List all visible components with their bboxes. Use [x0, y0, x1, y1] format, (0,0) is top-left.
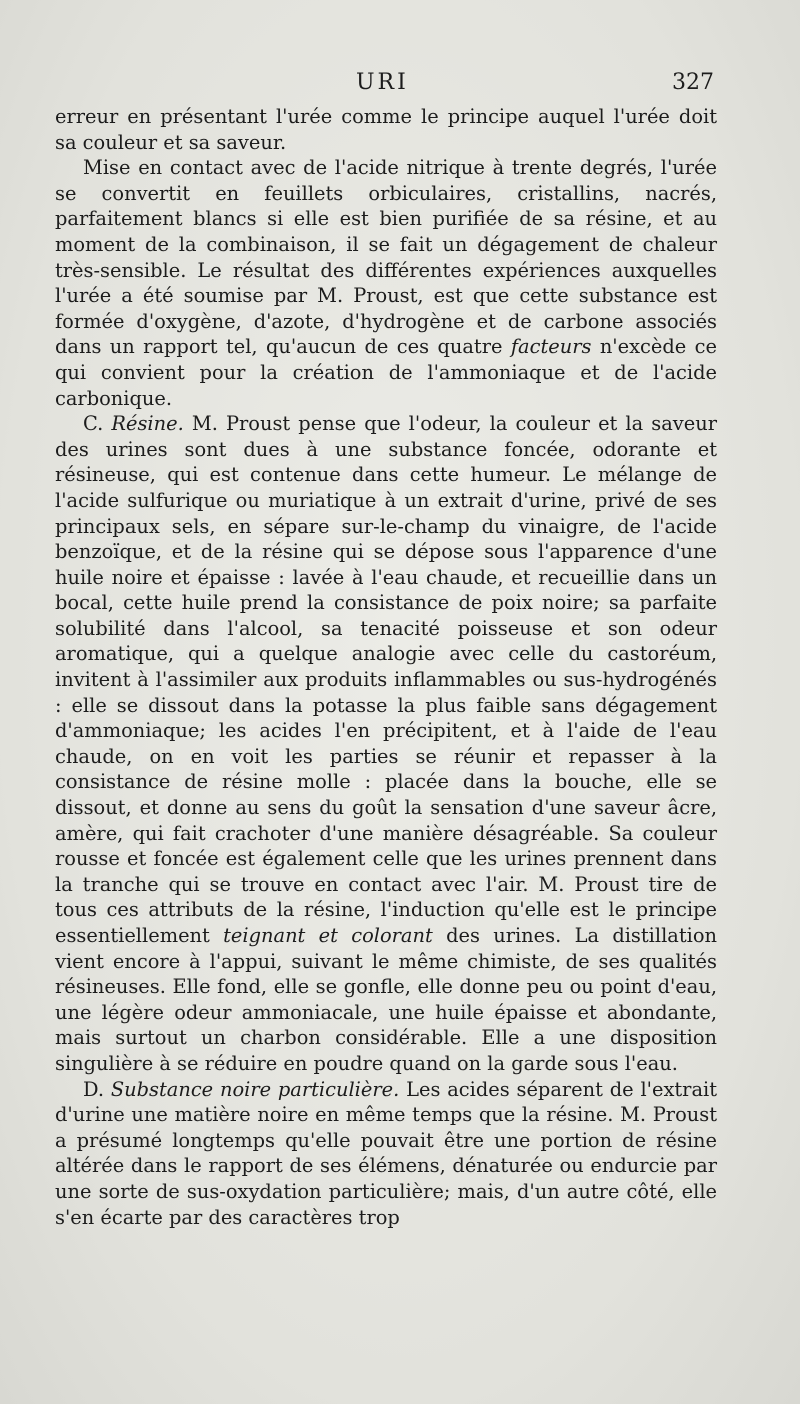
section-heading: Substance noire particulière.: [110, 1077, 400, 1101]
page-number: 327: [672, 70, 714, 95]
italic-term: teignant et colorant: [223, 924, 433, 947]
paragraph-substance-noire: [55, 1077, 717, 1231]
text-run: Les acides séparent de l'extrait d'urine une matière noire en même temps que la résine. M. Proust a présumé longtemps qu'elle pouvait être une portion de résine altérée dans le rapport de ses élémens, dénaturée ou endurcie par une sorte de sus-oxydation particulière; mais, d'un autre côté, elle s'en écarte par des caractères trop: [55, 1077, 717, 1229]
running-title: URI: [356, 70, 409, 95]
section-letter: D.: [83, 1077, 111, 1101]
page-header: [0, 70, 800, 104]
paragraph-nitric-acid: [55, 155, 717, 411]
section-letter: C.: [83, 412, 112, 436]
paragraph-resine: [55, 411, 717, 1076]
italic-term: facteurs: [510, 335, 592, 359]
text-run: Mise en contact avec de l'acide nitrique à trente degrés, l'urée se convertit en feuillets orbiculaires, cristallins, nacrés, parfaitement blancs si elle est bien purifiée de sa résine, et au moment de la combinaison, il se fait un dégagement de chaleur très-sensible. Le résultat des différentes expériences auxquelles l'urée a été soumise par M. Proust, est que cette substance est formée d'oxygène, d'azote, d'hydrogène et de carbone associés dans un rapport tel, qu'aucun de ces quatre: [55, 156, 717, 359]
text-run: erreur en présentant l'urée comme le principe auquel l'urée doit sa couleur et sa saveur.: [55, 105, 717, 154]
text-run: des urines. La distillation vient encore à l'appui, suivant le même chimiste, de ses qualités résineuses. Elle fond, elle se gonfle, elle donne peu ou point d'eau, une légère odeur ammoniacale, une huile épaisse et abondante, mais surtout un charbon considérable. Elle a une disposition singulière à se réduire en poudre quand on la garde sous l'eau.: [55, 924, 717, 1075]
body-text: [55, 104, 717, 1230]
text-run: n'excède ce qui convient pour la création de l'ammoniaque et de l'acide carbonique.: [55, 335, 717, 410]
text-run: M. Proust pense que l'odeur, la couleur et la saveur des urines sont dues à une substance foncée, odorante et résineuse, qui est contenue dans cette humeur. Le mélange de l'acide sulfurique ou muriatique à un extrait d'urine, privé de ses principaux sels, en sépare sur-le-champ du vinaigre, de l'acide benzoïque, et de la résine qui se dépose sous l'apparence d'une huile noire et épaisse : lavée à l'eau chaude, et recueillie dans un bocal, cette huile prend la consistance de poix noire; sa parfaite solubilité dans l'alcool, sa tenacité poisseuse et son odeur aromatique, qui a quelque analogie avec celle du castoréum, invitent à l'assimiler aux produits inflammables ou sus-hydrogénés : elle se dissout dans la potasse la plus faible sans dégagement d'ammoniaque; les acides l'en précipitent, et à l'aide de l'eau chaude, on en voit les parties se réunir et repasser à la consistance de résine molle : placée dans la bouche, elle se dissout, et donne au sens du goût la sensation d'une saveur âcre, amère, qui fait crachoter d'une manière désagréable. Sa couleur rousse et foncée est également celle que les urines prennent dans la tranche qui se trouve en contact avec l'air. M. Proust tire de tous ces attributs de la résine, l'induction qu'elle est le principe essentiellement: [55, 412, 717, 947]
section-heading: Résine.: [111, 412, 184, 436]
paragraph-continuation: [55, 104, 717, 155]
